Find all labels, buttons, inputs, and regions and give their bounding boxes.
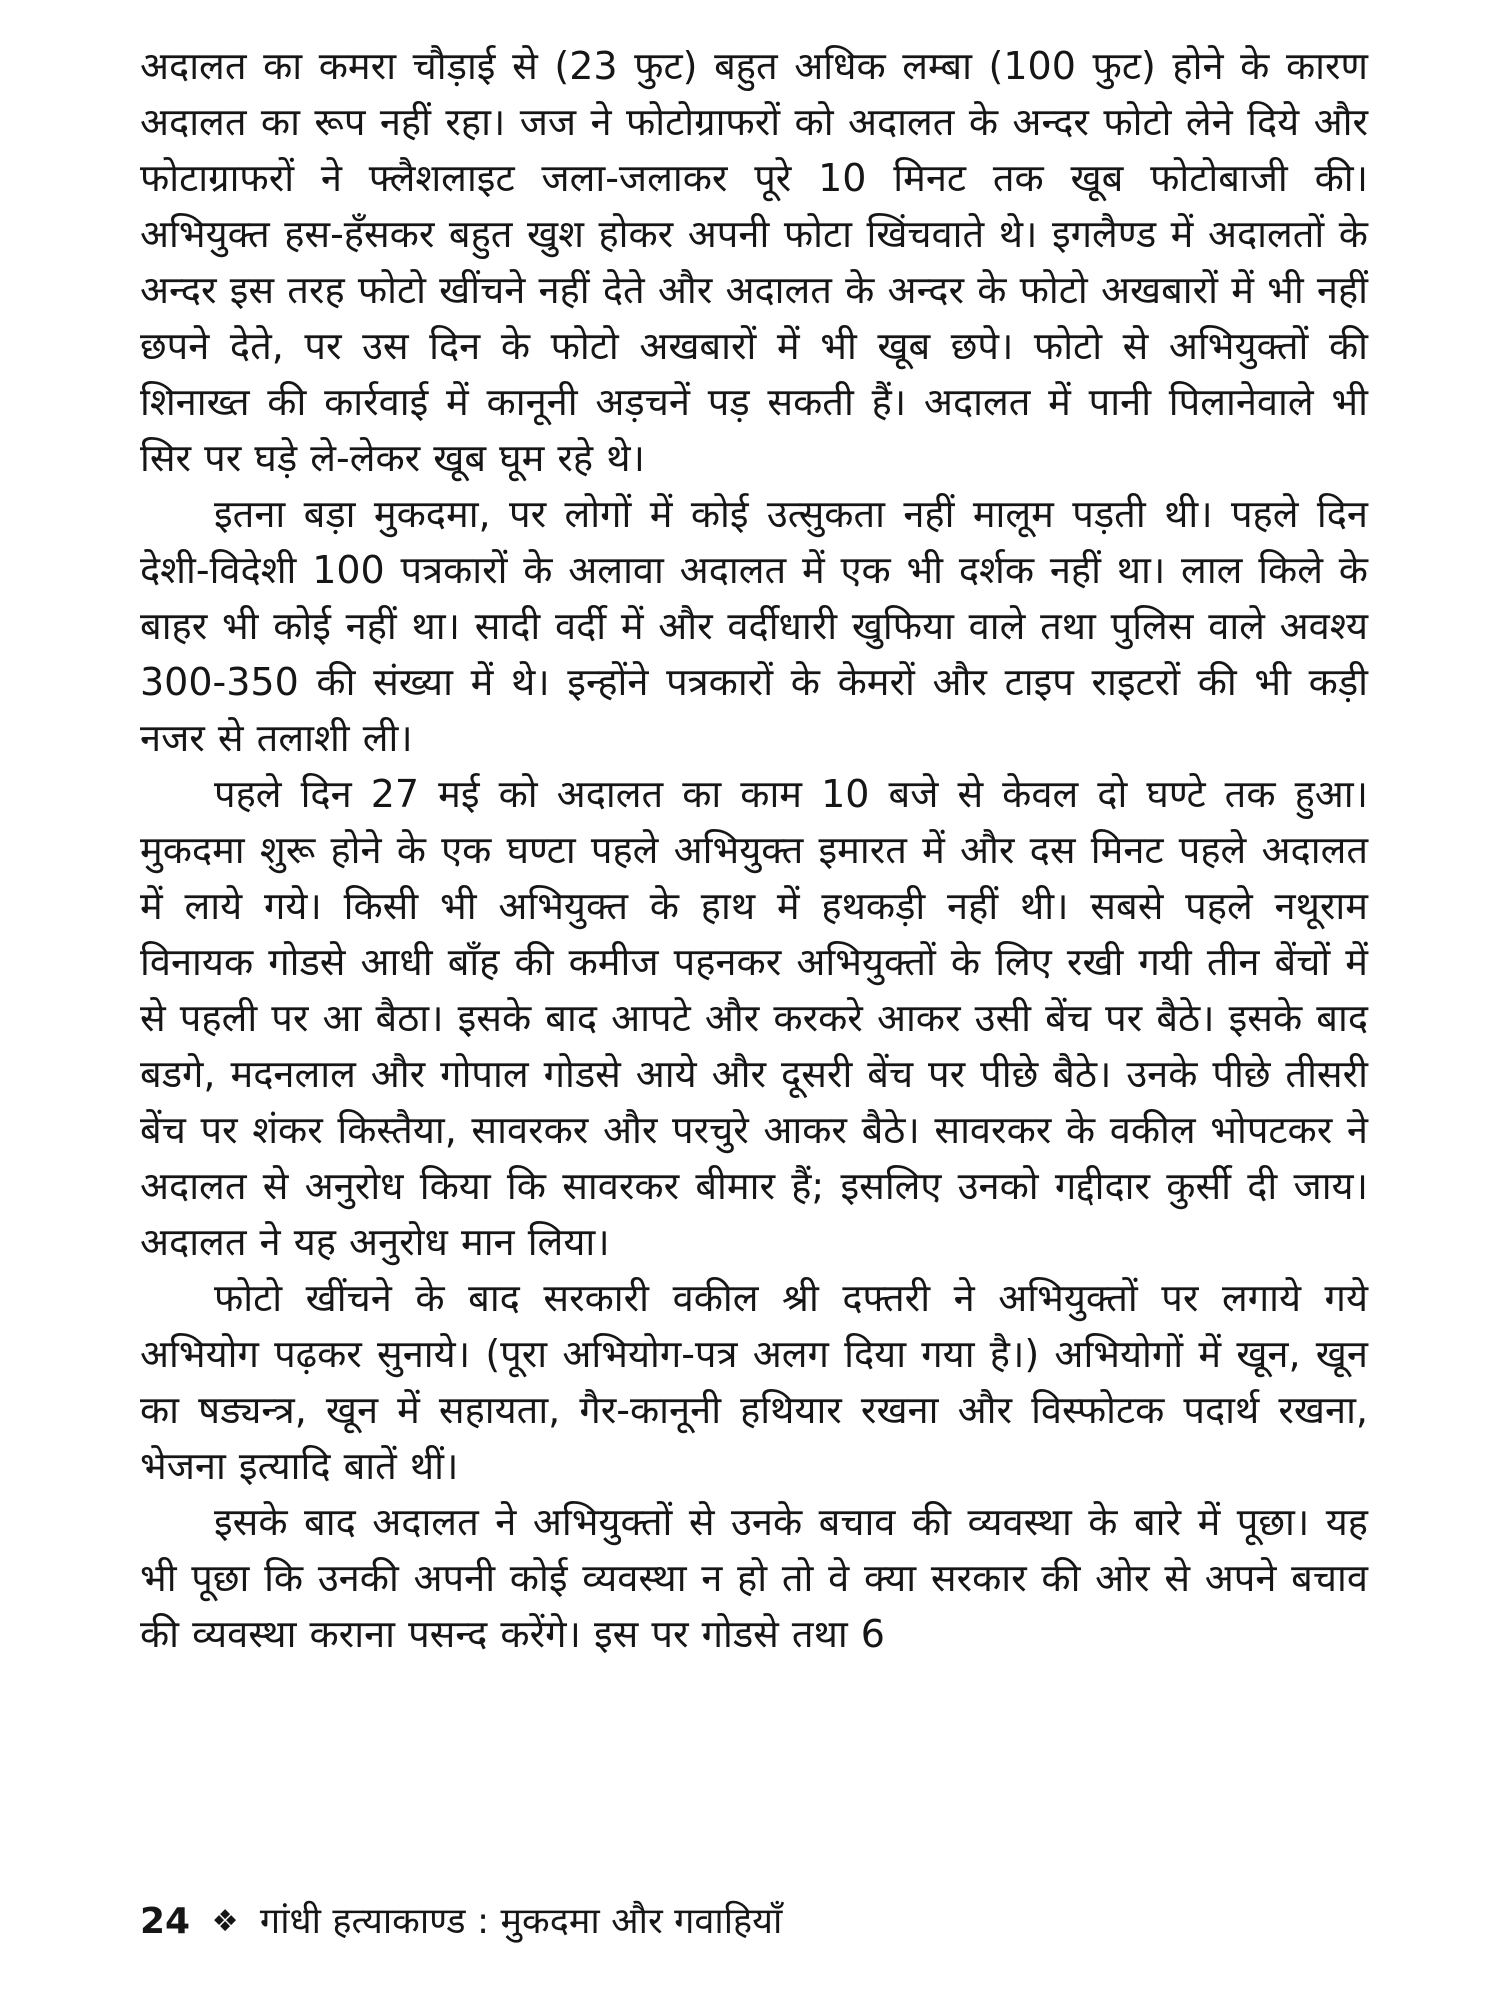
page-number: 24 <box>140 1901 191 1942</box>
book-title: गांधी हत्याकाण्ड : मुकदमा और गवाहियाँ <box>259 1901 783 1942</box>
paragraph-1: अदालत का कमरा चौड़ाई से (23 फुट) बहुत अधिक लम्बा (100 फुट) होने के कारण अदालत का रूप नहीं रहा। जज ने फोटोग्राफरों को अदालत के अन्दर फोटो लेने दिये और फोटाग्राफरों ने फ्लैशलाइट जला-जलाकर पूरे 10 मिनट तक खूब फोटोबाजी की। अभियुक्त हस-हँसकर बहुत खुश होकर अपनी फोटा खिंचवाते थे। इगलैण्ड में अदालतों के अन्दर इस तरह फोटो खींचने नहीं देते और अदालत के अन्दर के फोटो अखबारों में भी नहीं छपने देते, पर उस दिन के फोटो अखबारों में भी खूब छपे। फोटो से अभियुक्तों की शिनाख्त की कार्रवाई में कानूनी अड़चनें पड़ सकती हैं। अदालत में पानी पिलानेवाले भी सिर पर घड़े ले-लेकर खूब घूम रहे थे। <box>140 44 1368 480</box>
page-body <box>140 38 1368 1662</box>
ornament-separator: ❖ <box>211 1904 239 1939</box>
paragraph-4: फोटो खींचने के बाद सरकारी वकील श्री दफ्तरी ने अभियुक्तों पर लगाये गये अभियोग पढ़कर सुनाये। (पूरा अभियोग-पत्र अलग दिया गया है।) अभियोगों में खून, खून का षड्यन्त्र, खून में सहायता, गैर-कानूनी हथियार रखना और विस्फोटक पदार्थ रखना, भेजना इत्यादि बातें थीं। <box>140 1276 1368 1488</box>
paragraph-3: पहले दिन 27 मई को अदालत का काम 10 बजे से केवल दो घण्टे तक हुआ। मुकदमा शुरू होने के एक घण्टा पहले अभियुक्त इमारत में और दस मिनट पहले अदालत में लाये गये। किसी भी अभियुक्त के हाथ में हथकड़ी नहीं थी। सबसे पहले नथूराम विनायक गोडसे आधी बाँह की कमीज पहनकर अभियुक्तों के लिए रखी गयी तीन बेंचों में से पहली पर आ बैठा। इसके बाद आपटे और करकरे आकर उसी बेंच पर बैठे। इसके बाद बडगे, मदनलाल और गोपाल गोडसे आये और दूसरी बेंच पर पीछे बैठे। उनके पीछे तीसरी बेंच पर शंकर किस्तैया, सावरकर और परचुरे आकर बैठे। सावरकर के वकील भोपटकर ने अदालत से अनुरोध किया कि सावरकर बीमार हैं; इसलिए उनको गद्दीदार कुर्सी दी जाय। अदालत ने यह अनुरोध मान लिया। <box>140 772 1368 1264</box>
page-footer <box>140 1900 782 1944</box>
paragraph-5: इसके बाद अदालत ने अभियुक्तों से उनके बचाव की व्यवस्था के बारे में पूछा। यह भी पूछा कि उनकी अपनी कोई व्यवस्था न हो तो वे क्या सरकार की ओर से अपने बचाव की व्यवस्था कराना पसन्द करेंगे। इस पर गोडसे तथा 6 <box>140 1500 1368 1656</box>
paragraph-2: इतना बड़ा मुकदमा, पर लोगों में कोई उत्सुकता नहीं मालूम पड़ती थी। पहले दिन देशी-विदेशी 100 पत्रकारों के अलावा अदालत में एक भी दर्शक नहीं था। लाल किले के बाहर भी कोई नहीं था। सादी वर्दी में और वर्दीधारी खुफिया वाले तथा पुलिस वाले अवश्य 300-350 की संख्या में थे। इन्होंने पत्रकारों के केमरों और टाइप राइटरों की भी कड़ी नजर से तलाशी ली। <box>140 492 1368 760</box>
